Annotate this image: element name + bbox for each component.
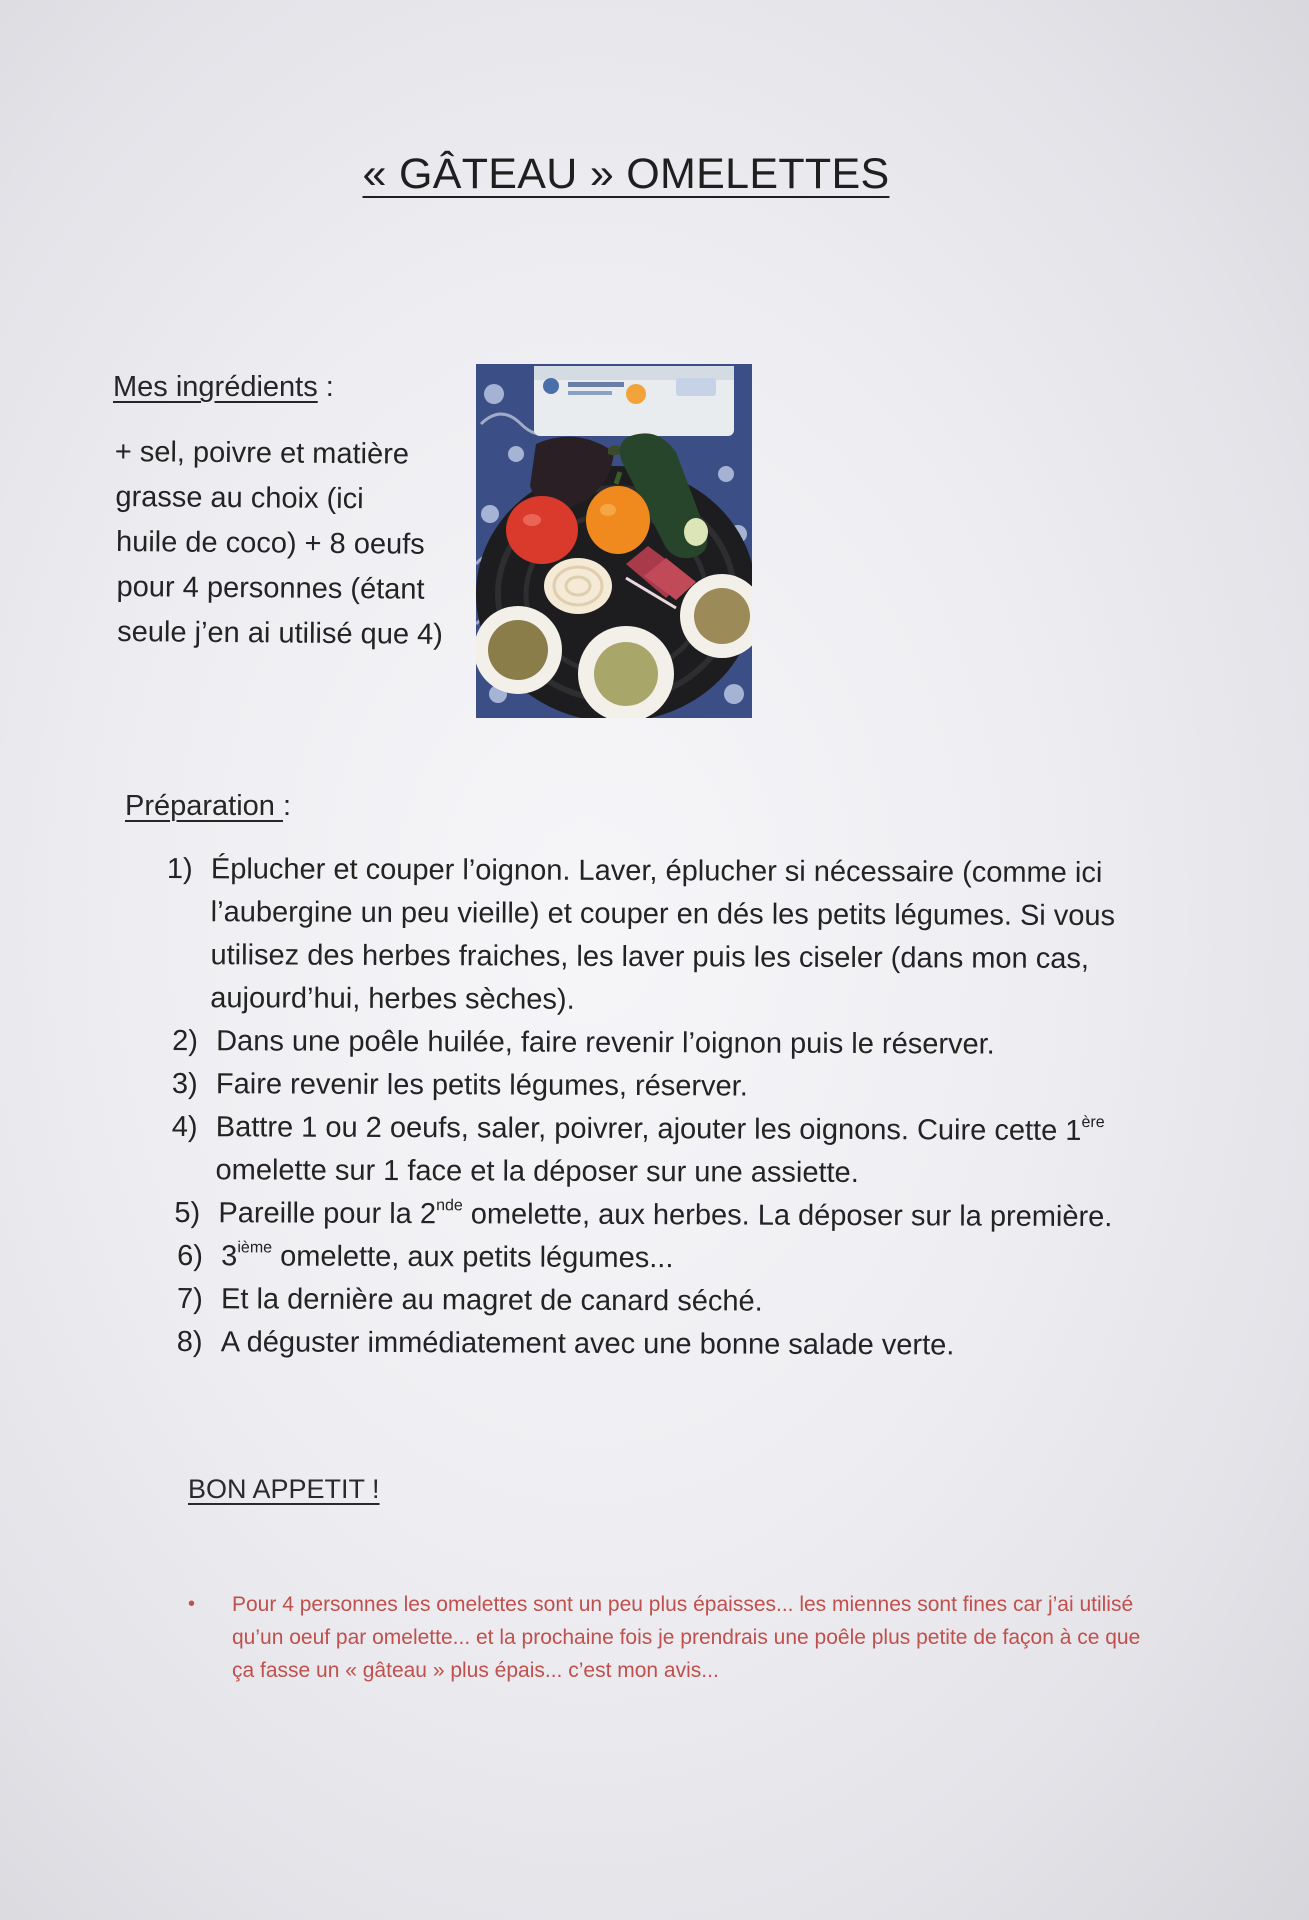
ingredients-line: huile de coco) + 8 oeufs [115,526,425,561]
ingredients-photo [476,364,752,718]
list-item [165,1235,1145,1282]
step-text-part: Pareille pour la 2 [218,1197,437,1231]
ingredients-line: seule j’en ai utilisé que 4) [117,616,444,651]
footnote [188,1588,1148,1687]
step-text [215,1106,1145,1196]
ingredients-heading-label: Mes ingrédients [113,371,318,403]
step-number: 3) [171,1068,198,1101]
list-item [166,1020,1146,1067]
ingredients-photo-illustration [476,364,752,718]
footnote-text: Pour 4 personnes les omelettes sont un peu plus épaisses... les miennes sont fines car j’ai utilisé qu’un oeuf par omelette... et la prochaine fois je prendrais une poêle plus petite de façon à ce que ça fasse un « gâteau » plus épais... c’est mon avis... [232,1593,1141,1682]
step-number: 7) [176,1283,203,1316]
step-text: Éplucher et couper l’oignon. Laver, éplucher si nécessaire (comme ici l’aubergine un peu vieille) et couper en dés les petits légumes. Si vous utilisez des herbes fraiches, les laver puis les ciseler (dans mon cas, aujourd’hui, herbes sèches). [210,853,1116,1016]
step-number: 8) [176,1326,203,1359]
step-text [221,1235,1145,1282]
step-text-part: 3 [221,1240,238,1273]
ingredients-list [113,430,475,658]
step-text: Faire revenir les petits légumes, réserver. [215,1068,748,1103]
ingredients-line: grasse au choix (ici [115,481,364,516]
step-text-part: Battre 1 ou 2 oeufs, saler, poivrer, ajouter les oignons. Cuire cette 1 [215,1111,1082,1147]
list-item [165,1192,1145,1239]
step-number: 1) [166,852,193,886]
preparation-steps [165,848,1147,1368]
step-number: 6) [177,1240,204,1273]
title-text: « GÂTEAU » OMELETTES [362,150,890,198]
ingredients-heading-colon: : [317,371,334,403]
list-item [165,1278,1145,1325]
list-item [165,1321,1145,1368]
ingredients-heading [113,371,334,404]
step-text: Dans une poêle huilée, faire revenir l’oignon puis le réserver. [216,1025,995,1061]
page-title [0,150,1252,199]
bullet-icon: • [188,1593,196,1615]
step-number: 5) [174,1197,201,1230]
closing-line [188,1474,380,1505]
step-number: 4) [171,1111,198,1144]
step-text-part: omelette sur 1 face et la déposer sur une assiette. [215,1154,859,1190]
closing-text: BON APPETIT ! [188,1474,380,1504]
preparation-heading [125,790,291,823]
ordinal-superscript: ère [1081,1113,1105,1132]
ordinal-superscript: ième [237,1239,273,1257]
ingredients-line: pour 4 personnes (étant [116,571,425,606]
preparation-heading-colon: : [283,790,292,822]
step-text [218,1192,1145,1239]
ordinal-superscript: nde [436,1197,463,1215]
step-text-part: omelette, aux herbes. La déposer sur la première. [462,1198,1113,1234]
list-item [166,848,1147,1024]
step-text-part: omelette, aux petits légumes... [271,1240,674,1275]
step-number: 2) [172,1025,199,1058]
list-item [166,1063,1146,1110]
preparation-heading-label: Préparation [125,790,283,822]
step-text: Et la dernière au magret de canard séché. [220,1283,763,1318]
step-text: A déguster immédiatement avec une bonne salade verte. [220,1326,955,1362]
list-item [165,1106,1145,1196]
ingredients-line: + sel, poivre et matière [114,435,410,471]
